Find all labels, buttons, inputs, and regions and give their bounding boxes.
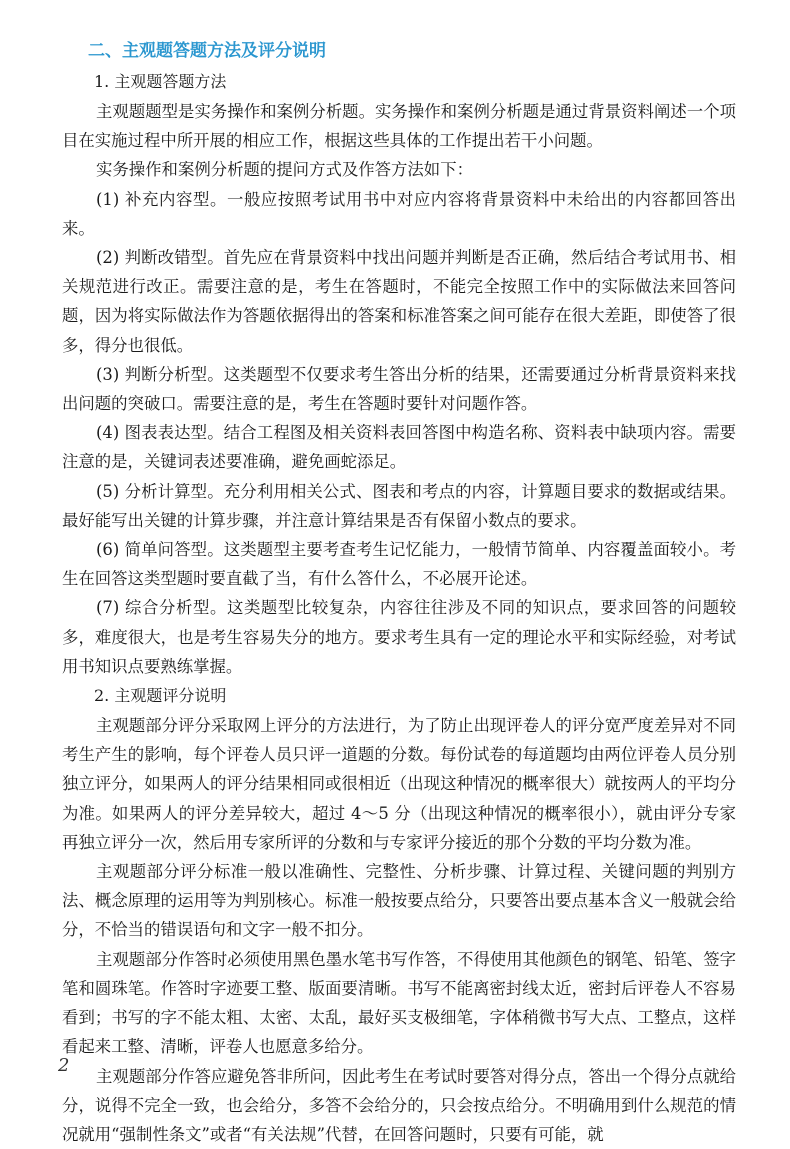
page-number: 2	[58, 1055, 69, 1076]
list-item: (4) 图表表达型。结合工程图及相关资料表回答图中构造名称、资料表中缺项内容。需要注意的是，关键词表述要准确，避免画蛇添足。	[62, 418, 736, 476]
list-item: (6) 简单问答型。这类题型主要考查考生记忆能力，一般情节简单、内容覆盖面较小。考生在回答这类型题时要直截了当，有什么答什么，不必展开论述。	[62, 535, 736, 593]
subsection-title-scoring: 2. 主观题评分说明	[62, 681, 736, 711]
list-item: (5) 分析计算型。充分利用相关公式、图表和考点的内容，计算题目要求的数据或结果。最好能写出关键的计算步骤，并注意计算结果是否有保留小数点的要求。	[62, 477, 736, 535]
list-item: (7) 综合分析型。这类题型比较复杂，内容往往涉及不同的知识点，要求回答的问题较多，难度很大，也是考生容易失分的地方。要求考生具有一定的理论水平和实际经验，对考试用书知识点要熟练掌握。	[62, 593, 736, 681]
paragraph: 实务操作和案例分析题的提问方式及作答方法如下：	[62, 155, 736, 184]
list-item: (3) 判断分析型。这类题型不仅要求考生答出分析的结果，还需要通过分析背景资料来找出问题的突破口。需要注意的是，考生在答题时要针对问题作答。	[62, 360, 736, 418]
section-heading: 二、主观题答题方法及评分说明	[88, 38, 736, 64]
paragraph: 主观题部分评分标准一般以准确性、完整性、分析步骤、计算过程、关键问题的判别方法、概念原理的运用等为判别核心。标准一般按要点给分，只要答出要点基本含义一般就会给分，不恰当的错误语句和文字一般不扣分。	[62, 857, 736, 945]
list-item: (1) 补充内容型。一般应按照考试用书中对应内容将背景资料中未给出的内容都回答出来。	[62, 185, 736, 243]
paragraph: 主观题题型是实务操作和案例分析题。实务操作和案例分析题是通过背景资料阐述一个项目在实施过程中所开展的相应工作，根据这些具体的工作提出若干小问题。	[62, 97, 736, 155]
list-item: (2) 判断改错型。首先应在背景资料中找出问题并判断是否正确，然后结合考试用书、相关规范进行改正。需要注意的是，考生在答题时，不能完全按照工作中的实际做法来回答问题，因为将实际做法作为答题依据得出的答案和标准答案之间可能存在很大差距，即使答了很多，得分也很低。	[62, 243, 736, 360]
subsection-title-answer-method: 1. 主观题答题方法	[62, 67, 736, 97]
paragraph: 主观题部分作答应避免答非所问，因此考生在考试时要答对得分点，答出一个得分点就给分，说得不完全一致，也会给分，多答不会给分的，只会按点给分。不明确用到什么规范的情况就用“强制性条文”或者“有关法规”代替，在回答问题时，只要有可能，就	[62, 1062, 736, 1149]
document-page	[62, 38, 736, 1149]
paragraph: 主观题部分评分采取网上评分的方法进行，为了防止出现评卷人的评分宽严度差异对不同考生产生的影响，每个评卷人员只评一道题的分数。每份试卷的每道题均由两位评卷人员分别独立评分，如果两人的评分结果相同或很相近（出现这种情况的概率很大）就按两人的平均分为准。如果两人的评分差异较大，超过 4～5 分（出现这种情况的概率很小），就由评分专家再独立评分一次，然后用专家所评的分数和与专家评分接近的那个分数的平均分数为准。	[62, 711, 736, 857]
paragraph: 主观题部分作答时必须使用黑色墨水笔书写作答，不得使用其他颜色的钢笔、铅笔、签字笔和圆珠笔。作答时字迹要工整、版面要清晰。书写不能离密封线太近，密封后评卷人不容易看到；书写的字不能太粗、太密、太乱，最好买支极细笔，字体稍微书写大点、工整点，这样看起来工整、清晰，评卷人也愿意多给分。	[62, 945, 736, 1062]
